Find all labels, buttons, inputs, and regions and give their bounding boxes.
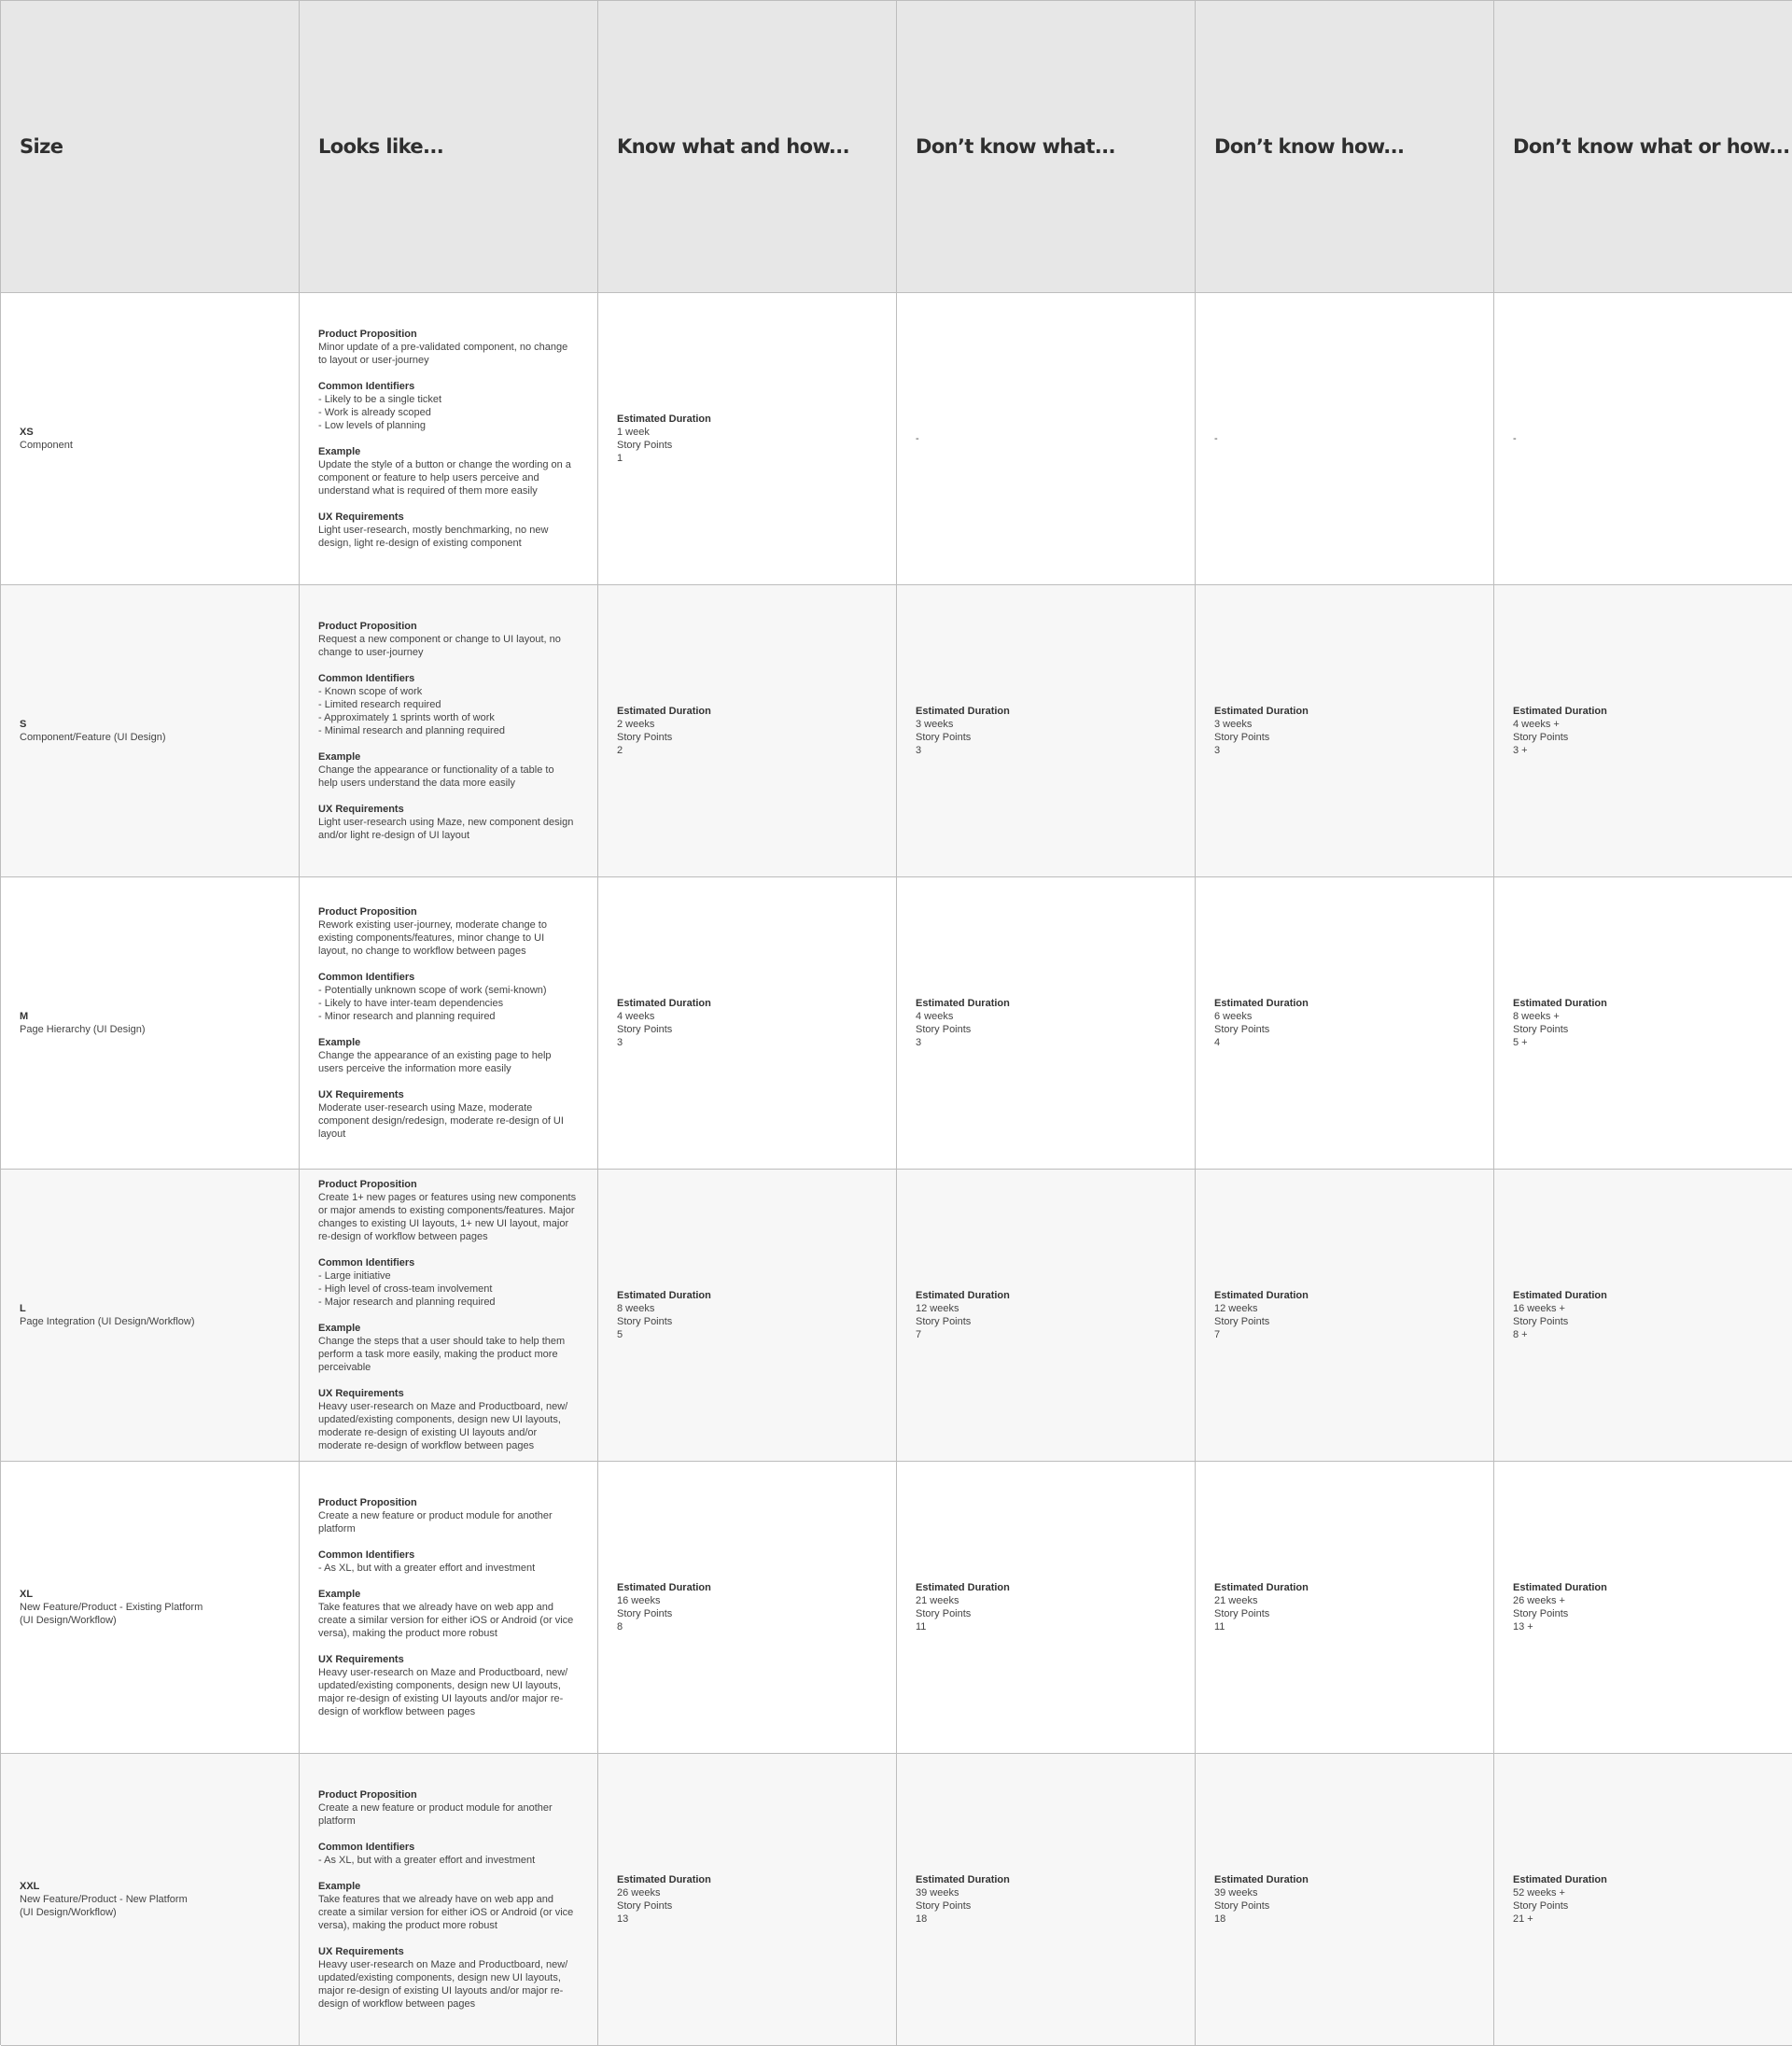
size-cell xyxy=(1,877,300,1170)
story-points-value: 3 + xyxy=(1513,745,1528,756)
ux-requirements-label: UX Requirements xyxy=(318,1654,404,1665)
story-points-label: Story Points xyxy=(1214,1024,1270,1035)
common-identifiers-line: - Likely to be a single ticket xyxy=(318,394,442,405)
ux-requirements-line: moderate re-design of workflow between pages xyxy=(318,1440,535,1451)
product-proposition-line: Rework existing user-journey, moderate change to xyxy=(318,919,547,931)
example-section xyxy=(318,1322,579,1374)
common-identifiers-line: - Limited research required xyxy=(318,699,441,710)
ux-requirements-line: updated/existing components, design new UI layouts, xyxy=(318,1972,561,1983)
story-points-value: 11 xyxy=(916,1621,927,1633)
product-proposition-section xyxy=(318,620,579,659)
estimate-cell-dont-what xyxy=(897,585,1196,877)
ux-requirements-section xyxy=(318,511,579,550)
estimated-duration-value: 8 weeks xyxy=(617,1303,655,1314)
ux-requirements-line: Light user-research using Maze, new component design xyxy=(318,817,574,828)
product-proposition-line: Create a new feature or product module for another xyxy=(318,1510,553,1521)
story-points-label: Story Points xyxy=(916,1900,972,1912)
ux-requirements-line: and/or light re-design of UI layout xyxy=(318,830,470,841)
header-size xyxy=(1,1,300,293)
example-section xyxy=(318,750,579,790)
product-proposition-label: Product Proposition xyxy=(318,329,417,340)
header-size-title: Size xyxy=(20,135,63,158)
story-points-label: Story Points xyxy=(617,1608,673,1619)
story-points-value: 18 xyxy=(916,1913,928,1925)
story-points-value: 3 xyxy=(916,745,922,756)
estimated-duration-label: Estimated Duration xyxy=(1513,706,1607,717)
ux-requirements-line: design, light re-design of existing component xyxy=(318,538,522,549)
common-identifiers-line: - Minor research and planning required xyxy=(318,1011,496,1022)
header-know-what-and-how xyxy=(598,1,897,293)
story-points-value: 2 xyxy=(617,745,623,756)
size-label: XL xyxy=(20,1589,34,1600)
example-section xyxy=(318,1588,579,1640)
size-label: M xyxy=(20,1011,29,1022)
estimated-duration-label: Estimated Duration xyxy=(1214,706,1309,717)
estimated-duration-label: Estimated Duration xyxy=(1513,1874,1607,1885)
story-points-label: Story Points xyxy=(617,732,673,743)
estimate-cell-dont-how xyxy=(1196,1754,1494,2046)
estimated-duration-value: 12 weeks xyxy=(1214,1303,1258,1314)
estimated-duration-value: 16 weeks xyxy=(617,1595,661,1606)
common-identifiers-label: Common Identifiers xyxy=(318,1842,415,1853)
story-points-value: 1 xyxy=(617,453,623,464)
estimated-duration-label: Estimated Duration xyxy=(617,1582,711,1593)
product-proposition-line: to layout or user-journey xyxy=(318,355,429,366)
estimate-cell-dont-what xyxy=(897,877,1196,1170)
example-line: component or feature to help users perceive and xyxy=(318,472,539,483)
estimated-duration-value: 3 weeks xyxy=(916,719,954,730)
story-points-label: Story Points xyxy=(1513,1900,1569,1912)
example-line: Take features that we already have on web app and xyxy=(318,1894,553,1905)
ux-requirements-line: Heavy user-research on Maze and Productboard, new/ xyxy=(318,1667,568,1678)
estimated-duration-value: 21 weeks xyxy=(916,1595,959,1606)
size-label: XS xyxy=(20,427,34,438)
story-points-value: 8 xyxy=(617,1621,623,1633)
product-proposition-line: layout, no change to workflow between pages xyxy=(318,946,526,957)
header-dont-both-title: Don’t know what or how... xyxy=(1513,135,1790,158)
example-label: Example xyxy=(318,751,361,763)
story-points-label: Story Points xyxy=(617,1316,673,1327)
ux-requirements-section xyxy=(318,1945,579,2011)
common-identifiers-label: Common Identifiers xyxy=(318,972,415,983)
common-identifiers-line: - Approximately 1 sprints worth of work xyxy=(318,712,495,723)
estimate-cell-dont-how xyxy=(1196,1462,1494,1754)
story-points-label: Story Points xyxy=(916,1316,972,1327)
estimated-duration-value: 1 week xyxy=(617,427,650,438)
product-proposition-section xyxy=(318,1178,579,1243)
example-label: Example xyxy=(318,1881,361,1892)
story-points-label: Story Points xyxy=(1214,1900,1270,1912)
estimated-duration-label: Estimated Duration xyxy=(916,1874,1010,1885)
size-scope: New Feature/Product - Existing Platform xyxy=(20,1602,203,1613)
size-scope: (UI Design/Workflow) xyxy=(20,1907,117,1918)
looks-like-cell xyxy=(300,1170,598,1462)
estimated-duration-label: Estimated Duration xyxy=(916,998,1010,1009)
product-proposition-section xyxy=(318,328,579,367)
example-line: users perceive the information more easily xyxy=(318,1063,511,1074)
ux-requirements-line: major re-design of existing UI layouts and/or major re- xyxy=(318,1985,564,1997)
example-line: perceivable xyxy=(318,1362,371,1373)
estimated-duration-value: 39 weeks xyxy=(916,1887,959,1899)
common-identifiers-line: - Likely to have inter-team dependencies xyxy=(318,998,504,1009)
product-proposition-line: re-design of workflow between pages xyxy=(318,1231,488,1242)
story-points-value: 5 xyxy=(617,1329,623,1340)
common-identifiers-line: - As XL, but with a greater effort and investment xyxy=(318,1563,536,1574)
example-line: versa), making the product more robust xyxy=(318,1628,497,1639)
common-identifiers-line: - Low levels of planning xyxy=(318,420,426,431)
story-points-label: Story Points xyxy=(1214,1608,1270,1619)
estimate-cell-dont-both xyxy=(1494,1754,1792,2046)
estimated-duration-value: 3 weeks xyxy=(1214,719,1253,730)
estimate-cell-know xyxy=(598,293,897,585)
estimate-cell-dont-how xyxy=(1196,877,1494,1170)
story-points-label: Story Points xyxy=(1214,732,1270,743)
ux-requirements-line: design of workflow between pages xyxy=(318,1998,476,2010)
size-scope: New Feature/Product - New Platform xyxy=(20,1894,188,1905)
ux-requirements-section xyxy=(318,803,579,842)
story-points-value: 3 xyxy=(916,1037,922,1048)
header-dont-know-what xyxy=(897,1,1196,293)
estimated-duration-value: 8 weeks + xyxy=(1513,1011,1560,1022)
header-dont-know-how xyxy=(1196,1,1494,293)
product-proposition-section xyxy=(318,1788,579,1828)
story-points-label: Story Points xyxy=(1513,1316,1569,1327)
common-identifiers-section xyxy=(318,1256,579,1309)
product-proposition-line: Request a new component or change to UI layout, no xyxy=(318,634,561,645)
estimate-cell-know xyxy=(598,1170,897,1462)
estimated-duration-value: 2 weeks xyxy=(617,719,655,730)
empty-estimate: - xyxy=(1513,433,1517,444)
header-dont-how-title: Don’t know how... xyxy=(1214,135,1405,158)
estimated-duration-label: Estimated Duration xyxy=(916,1582,1010,1593)
size-scope: Component xyxy=(20,440,73,451)
product-proposition-line: Create a new feature or product module for another xyxy=(318,1802,553,1814)
story-points-value: 11 xyxy=(1214,1621,1225,1633)
common-identifiers-section xyxy=(318,380,579,432)
common-identifiers-line: - High level of cross-team involvement xyxy=(318,1283,493,1295)
ux-requirements-line: design of workflow between pages xyxy=(318,1706,476,1717)
common-identifiers-section xyxy=(318,1549,579,1575)
story-points-value: 3 xyxy=(1214,745,1221,756)
common-identifiers-label: Common Identifiers xyxy=(318,1257,415,1268)
story-points-label: Story Points xyxy=(1513,732,1569,743)
story-points-value: 8 + xyxy=(1513,1329,1528,1340)
example-line: perform a task more easily, making the product more xyxy=(318,1349,558,1360)
estimate-cell-dont-both xyxy=(1494,1462,1792,1754)
estimated-duration-value: 39 weeks xyxy=(1214,1887,1258,1899)
estimate-cell-dont-what xyxy=(897,1462,1196,1754)
estimate-cell-dont-both xyxy=(1494,293,1792,585)
product-proposition-label: Product Proposition xyxy=(318,1179,417,1190)
story-points-value: 5 + xyxy=(1513,1037,1528,1048)
looks-like-cell xyxy=(300,877,598,1170)
example-line: versa), making the product more robust xyxy=(318,1920,497,1931)
common-identifiers-line: - As XL, but with a greater effort and investment xyxy=(318,1855,536,1866)
example-section xyxy=(318,445,579,497)
story-points-value: 3 xyxy=(617,1037,623,1048)
product-proposition-line: change to user-journey xyxy=(318,647,424,658)
story-points-label: Story Points xyxy=(617,1024,673,1035)
common-identifiers-section xyxy=(318,1841,579,1867)
estimated-duration-label: Estimated Duration xyxy=(617,706,711,717)
example-section xyxy=(318,1036,579,1075)
product-proposition-label: Product Proposition xyxy=(318,1497,417,1508)
estimate-cell-know xyxy=(598,877,897,1170)
example-label: Example xyxy=(318,1323,361,1334)
ux-requirements-line: Heavy user-research on Maze and Productboard, new/ xyxy=(318,1959,568,1970)
size-cell xyxy=(1,1462,300,1754)
estimated-duration-value: 26 weeks + xyxy=(1513,1595,1565,1606)
header-dont-know-what-or-how xyxy=(1494,1,1792,293)
estimated-duration-label: Estimated Duration xyxy=(617,1290,711,1301)
ux-requirements-section xyxy=(318,1653,579,1718)
product-proposition-label: Product Proposition xyxy=(318,621,417,632)
looks-like-cell xyxy=(300,585,598,877)
story-points-value: 7 xyxy=(1214,1329,1221,1340)
common-identifiers-line: - Minimal research and planning required xyxy=(318,725,505,736)
estimated-duration-label: Estimated Duration xyxy=(1513,1582,1607,1593)
estimate-cell-dont-what xyxy=(897,1754,1196,2046)
product-proposition-line: Create 1+ new pages or features using new components xyxy=(318,1192,577,1203)
ux-requirements-line: moderate re-design of existing UI layouts and/or xyxy=(318,1427,538,1438)
common-identifiers-line: - Potentially unknown scope of work (semi-known) xyxy=(318,985,547,996)
estimate-cell-dont-how xyxy=(1196,585,1494,877)
empty-estimate: - xyxy=(916,433,919,444)
estimated-duration-label: Estimated Duration xyxy=(1214,1582,1309,1593)
story-points-value: 21 + xyxy=(1513,1913,1533,1925)
empty-estimate: - xyxy=(1214,433,1218,444)
size-cell xyxy=(1,1170,300,1462)
looks-like-cell xyxy=(300,1754,598,2046)
product-proposition-section xyxy=(318,905,579,958)
story-points-label: Story Points xyxy=(617,1900,673,1912)
story-points-value: 18 xyxy=(1214,1913,1226,1925)
estimated-duration-label: Estimated Duration xyxy=(1513,1290,1607,1301)
size-label: XXL xyxy=(20,1881,40,1892)
product-proposition-line: platform xyxy=(318,1523,356,1534)
story-points-value: 7 xyxy=(916,1329,922,1340)
estimate-cell-know xyxy=(598,1754,897,2046)
ux-requirements-line: updated/existing components, design new UI layouts, xyxy=(318,1414,561,1425)
example-line: Change the steps that a user should take to help them xyxy=(318,1336,566,1347)
example-section xyxy=(318,1880,579,1932)
estimate-cell-dont-what xyxy=(897,1170,1196,1462)
product-proposition-line: changes to existing UI layouts, 1+ new UI layout, major xyxy=(318,1218,569,1229)
story-points-label: Story Points xyxy=(1214,1316,1270,1327)
ux-requirements-line: Moderate user-research using Maze, moderate xyxy=(318,1102,533,1114)
estimated-duration-label: Estimated Duration xyxy=(617,413,711,425)
estimated-duration-label: Estimated Duration xyxy=(1214,1874,1309,1885)
product-proposition-label: Product Proposition xyxy=(318,1789,417,1801)
estimated-duration-value: 12 weeks xyxy=(916,1303,959,1314)
estimated-duration-label: Estimated Duration xyxy=(617,1874,711,1885)
size-label: S xyxy=(20,719,27,730)
story-points-label: Story Points xyxy=(1513,1608,1569,1619)
common-identifiers-label: Common Identifiers xyxy=(318,673,415,684)
looks-like-cell xyxy=(300,1462,598,1754)
header-looks-like xyxy=(300,1,598,293)
estimated-duration-value: 16 weeks + xyxy=(1513,1303,1565,1314)
product-proposition-line: existing components/features, minor change to UI xyxy=(318,932,545,944)
size-scope: Page Integration (UI Design/Workflow) xyxy=(20,1316,195,1327)
size-scope: Page Hierarchy (UI Design) xyxy=(20,1024,146,1035)
ux-requirements-label: UX Requirements xyxy=(318,1946,404,1957)
common-identifiers-section xyxy=(318,971,579,1023)
estimated-duration-value: 4 weeks xyxy=(916,1011,954,1022)
example-line: Take features that we already have on web app and xyxy=(318,1602,553,1613)
ux-requirements-label: UX Requirements xyxy=(318,1089,404,1100)
story-points-label: Story Points xyxy=(916,732,972,743)
ux-requirements-line: Heavy user-research on Maze and Productboard, new/ xyxy=(318,1401,568,1412)
estimate-cell-know xyxy=(598,585,897,877)
common-identifiers-line: - Known scope of work xyxy=(318,686,423,697)
example-line: Change the appearance or functionality of a table to xyxy=(318,764,554,776)
product-proposition-line: platform xyxy=(318,1815,356,1827)
size-scope: Component/Feature (UI Design) xyxy=(20,732,166,743)
example-label: Example xyxy=(318,1589,361,1600)
example-line: Update the style of a button or change the wording on a xyxy=(318,459,571,470)
common-identifiers-line: - Work is already scoped xyxy=(318,407,431,418)
estimated-duration-value: 4 weeks + xyxy=(1513,719,1560,730)
size-cell xyxy=(1,1754,300,2046)
ux-requirements-label: UX Requirements xyxy=(318,1388,404,1399)
estimated-duration-value: 52 weeks + xyxy=(1513,1887,1565,1899)
estimated-duration-label: Estimated Duration xyxy=(617,998,711,1009)
common-identifiers-line: - Major research and planning required xyxy=(318,1296,496,1308)
looks-like-cell xyxy=(300,293,598,585)
example-line: create a similar version for either iOS or Android (or vice xyxy=(318,1907,574,1918)
common-identifiers-label: Common Identifiers xyxy=(318,1549,415,1561)
estimate-cell-dont-both xyxy=(1494,877,1792,1170)
story-points-label: Story Points xyxy=(617,440,673,451)
common-identifiers-section xyxy=(318,672,579,737)
story-points-label: Story Points xyxy=(1513,1024,1569,1035)
product-proposition-section xyxy=(318,1496,579,1535)
ux-requirements-line: layout xyxy=(318,1128,346,1140)
story-points-value: 4 xyxy=(1214,1037,1221,1048)
common-identifiers-line: - Large initiative xyxy=(318,1270,391,1282)
ux-requirements-line: component design/redesign, moderate re-design of UI xyxy=(318,1115,564,1127)
ux-requirements-section xyxy=(318,1088,579,1141)
estimated-duration-label: Estimated Duration xyxy=(916,706,1010,717)
size-cell xyxy=(1,585,300,877)
product-proposition-label: Product Proposition xyxy=(318,906,417,918)
example-line: Change the appearance of an existing page to help xyxy=(318,1050,552,1061)
product-proposition-line: or major amends to existing components/features. Major xyxy=(318,1205,575,1216)
estimate-cell-dont-how xyxy=(1196,293,1494,585)
estimated-duration-value: 6 weeks xyxy=(1214,1011,1253,1022)
estimated-duration-label: Estimated Duration xyxy=(916,1290,1010,1301)
estimate-cell-dont-both xyxy=(1494,585,1792,877)
story-points-value: 13 xyxy=(617,1913,629,1925)
size-label: L xyxy=(20,1303,26,1314)
estimated-duration-label: Estimated Duration xyxy=(1513,998,1607,1009)
size-scope: (UI Design/Workflow) xyxy=(20,1615,117,1626)
ux-requirements-line: major re-design of existing UI layouts and/or major re- xyxy=(318,1693,564,1704)
header-looks-like-title: Looks like... xyxy=(318,135,444,158)
ux-requirements-label: UX Requirements xyxy=(318,804,404,815)
story-points-value: 13 + xyxy=(1513,1621,1533,1633)
example-line: understand what is required of them more easily xyxy=(318,485,538,497)
ux-requirements-section xyxy=(318,1387,579,1452)
example-label: Example xyxy=(318,1037,361,1048)
story-points-label: Story Points xyxy=(916,1024,972,1035)
common-identifiers-label: Common Identifiers xyxy=(318,381,415,392)
example-label: Example xyxy=(318,446,361,457)
estimate-cell-know xyxy=(598,1462,897,1754)
estimated-duration-label: Estimated Duration xyxy=(1214,998,1309,1009)
estimate-cell-dont-both xyxy=(1494,1170,1792,1462)
story-points-label: Story Points xyxy=(916,1608,972,1619)
example-line: help users understand the data more easily xyxy=(318,778,515,789)
ux-requirements-line: updated/existing components, design new UI layouts, xyxy=(318,1680,561,1691)
size-cell xyxy=(1,293,300,585)
estimated-duration-value: 21 weeks xyxy=(1214,1595,1258,1606)
estimate-cell-dont-what xyxy=(897,293,1196,585)
header-know-title: Know what and how... xyxy=(617,135,850,158)
estimated-duration-label: Estimated Duration xyxy=(1214,1290,1309,1301)
estimated-duration-value: 26 weeks xyxy=(617,1887,661,1899)
ux-requirements-label: UX Requirements xyxy=(318,512,404,523)
estimate-cell-dont-how xyxy=(1196,1170,1494,1462)
example-line: create a similar version for either iOS or Android (or vice xyxy=(318,1615,574,1626)
ux-requirements-line: Light user-research, mostly benchmarking, no new xyxy=(318,525,549,536)
header-dont-what-title: Don’t know what... xyxy=(916,135,1115,158)
estimated-duration-value: 4 weeks xyxy=(617,1011,655,1022)
product-proposition-line: Minor update of a pre-validated component, no change xyxy=(318,342,568,353)
